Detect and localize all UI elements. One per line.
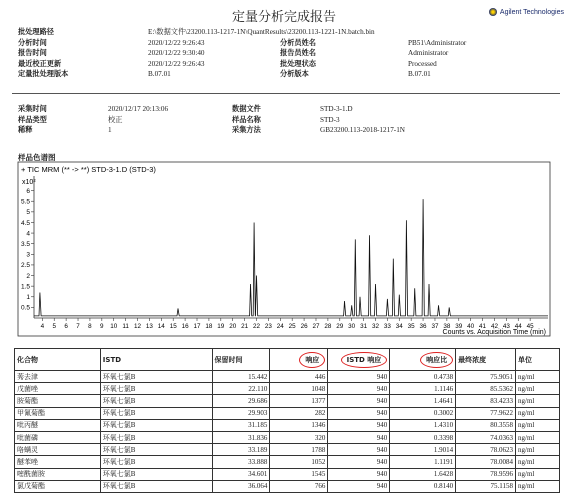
meta-value: B.07.01 — [408, 70, 431, 79]
table-cell: 83.4233 — [456, 395, 516, 407]
table-cell: 莠去津 — [15, 371, 101, 383]
meta-label: 采集方法 — [232, 125, 261, 135]
y-tick-label: 4 — [26, 230, 30, 238]
chart-title: + TIC MRM (** -> **) STD-3-1.D (STD-3) — [21, 165, 156, 174]
y-tick-label: 2 — [26, 272, 30, 280]
meta-label: 定量批处理版本 — [18, 69, 69, 79]
table-cell: 33.888 — [212, 456, 270, 468]
y-tick-label: 4.5 — [20, 219, 30, 227]
table-cell: 吡菌磷 — [15, 431, 101, 443]
batch-meta-labels-right — [280, 38, 400, 80]
table-row — [15, 383, 560, 395]
table-cell: 78.0084 — [456, 456, 516, 468]
table-cell: 1052 — [270, 456, 328, 468]
x-tick-label: 5 — [52, 323, 56, 330]
y-tick-label: 6 — [26, 187, 30, 195]
x-tick-label: 19 — [217, 323, 225, 330]
table-cell: ng/ml — [516, 419, 560, 431]
meta-value: E:\数据文件\23200.113-1217-1N\QuantResults\23200.113-1221-1N.batch.bin — [148, 28, 375, 36]
table-cell: 940 — [328, 383, 390, 395]
table-cell: 940 — [328, 395, 390, 407]
table-cell: 940 — [328, 480, 390, 492]
table-cell: 1.4641 — [390, 395, 456, 407]
x-tick-label: 8 — [88, 323, 92, 330]
x-tick-label: 25 — [288, 323, 296, 330]
meta-value: 1 — [108, 126, 112, 135]
meta-label: 样品类型 — [18, 114, 47, 124]
table-cell: 31.185 — [212, 419, 270, 431]
x-tick-label: 42 — [490, 323, 498, 330]
x-tick-label: 6 — [64, 323, 68, 330]
table-cell: ng/ml — [516, 383, 560, 395]
trace-group — [34, 199, 548, 316]
x-tick-label: 9 — [100, 323, 104, 330]
table-cell: 75.1158 — [456, 480, 516, 492]
table-cell: 1.1146 — [390, 383, 456, 395]
col-header — [270, 349, 328, 371]
meta-value: 2020/12/22 9:26:43 — [148, 59, 205, 68]
col-header-highlight: 响应 — [299, 352, 325, 368]
table-cell: ng/ml — [516, 480, 560, 492]
table-row — [15, 456, 560, 468]
sample-meta-labels-right — [232, 104, 312, 136]
brand-logo — [489, 8, 564, 16]
x-tick-label: 10 — [110, 323, 118, 330]
col-header: 保留时间 — [212, 349, 270, 371]
chart-frame — [18, 162, 550, 336]
table-cell: 0.3002 — [390, 407, 456, 419]
table-cell: 31.836 — [212, 431, 270, 443]
batch-meta-labels-left — [18, 27, 148, 80]
table-cell: 78.0623 — [456, 444, 516, 456]
table-cell: 80.3558 — [456, 419, 516, 431]
table-cell: 环氧七氯B — [100, 444, 212, 456]
table-cell: 940 — [328, 468, 390, 480]
x-tick-label: 35 — [407, 323, 415, 330]
table-cell: 0.3398 — [390, 431, 456, 443]
x-tick-label: 28 — [324, 323, 332, 330]
meta-label: 报告时间 — [18, 48, 47, 58]
table-cell: 1545 — [270, 468, 328, 480]
x-tick-label: 23 — [264, 323, 272, 330]
table-cell: 36.064 — [212, 480, 270, 492]
y-tick-label: 1 — [26, 294, 30, 302]
x-tick-label: 30 — [348, 323, 356, 330]
table-cell: 940 — [328, 431, 390, 443]
y-tick-label: 5 — [26, 209, 30, 217]
meta-value: PB51\Administrator — [408, 38, 467, 47]
x-tick-label: 16 — [181, 323, 189, 330]
x-tick-label: 41 — [479, 323, 487, 330]
meta-value: 校正 — [108, 115, 123, 124]
meta-value: GB23200.113-2018-1217-1N — [320, 126, 405, 135]
x-tick-label: 14 — [157, 323, 165, 330]
divider — [12, 93, 560, 94]
table-cell: 75.9051 — [456, 371, 516, 383]
table-cell: 氯戊菊酯 — [15, 480, 101, 492]
y-tick-label: 5.5 — [20, 198, 30, 206]
meta-value: Processed — [408, 59, 437, 68]
table-cell: 环氧七氯B — [100, 480, 212, 492]
table-cell: ng/ml — [516, 444, 560, 456]
table-cell: 74.0363 — [456, 431, 516, 443]
table-cell: 甲氰菊酯 — [15, 407, 101, 419]
table-row — [15, 407, 560, 419]
x-tick-label: 22 — [252, 323, 261, 330]
x-tick-label: 11 — [122, 323, 129, 330]
x-tick-label: 31 — [360, 323, 368, 330]
table-cell: 环氧七氯B — [100, 383, 212, 395]
table-cell: 282 — [270, 407, 328, 419]
table-cell: 940 — [328, 371, 390, 383]
meta-label: 数据文件 — [232, 104, 261, 113]
col-header: 化合物 — [15, 349, 101, 371]
x-tick-label: 27 — [312, 323, 320, 330]
x-tick-label: 4 — [40, 323, 45, 330]
table-cell: 1377 — [270, 395, 328, 407]
x-tick-label: 34 — [395, 323, 403, 330]
y-axis — [21, 176, 34, 318]
sample-meta-values-right — [320, 104, 520, 136]
sample-meta-labels-left — [18, 104, 108, 136]
table-cell: 77.9622 — [456, 407, 516, 419]
agilent-spark-icon — [489, 8, 497, 16]
meta-value: 2020/12/22 9:26:43 — [148, 38, 205, 47]
table-cell: 0.8140 — [390, 480, 456, 492]
x-tick-label: 32 — [371, 323, 379, 330]
batch-meta-values-right — [408, 38, 558, 80]
col-header: ISTD — [100, 349, 212, 371]
x-tick-label: 13 — [145, 323, 153, 330]
x-tick-label: 18 — [205, 323, 213, 330]
x-tick-label: 29 — [336, 323, 344, 330]
meta-value: STD-3 — [320, 115, 340, 124]
table-cell: 1788 — [270, 444, 328, 456]
table-cell: 1048 — [270, 383, 328, 395]
table-cell: ng/ml — [516, 395, 560, 407]
x-tick-label: 43 — [502, 323, 510, 330]
meta-label: 稀释 — [18, 125, 33, 135]
table-cell: 环氧七氯B — [100, 407, 212, 419]
x-tick-label: 21 — [241, 323, 249, 330]
y-tick-label: 3.5 — [20, 240, 30, 248]
table-cell: 34.601 — [212, 468, 270, 480]
y-tick-label: 3 — [26, 251, 30, 259]
x-tick-label: 17 — [193, 323, 201, 330]
y-tick-label: 2.5 — [20, 262, 30, 270]
x-tick-label: 45 — [526, 323, 534, 330]
table-cell: ng/ml — [516, 431, 560, 443]
chromatogram-chart — [8, 160, 560, 338]
table-header-row — [15, 349, 560, 371]
meta-label: 批处理状态 — [280, 58, 316, 68]
x-tick-label: 26 — [300, 323, 308, 330]
table-row — [15, 468, 560, 480]
table-row — [15, 431, 560, 443]
results-table — [14, 348, 560, 493]
table-cell: 环氧七氯B — [100, 395, 212, 407]
table-cell: 940 — [328, 407, 390, 419]
table-cell: 环氧七氯B — [100, 371, 212, 383]
table-row — [15, 371, 560, 383]
tic-trace — [34, 199, 548, 316]
table-cell: 醚苯唑 — [15, 456, 101, 468]
table-row — [15, 419, 560, 431]
y-multiplier: x10² — [22, 179, 36, 186]
table-cell: 胺菊酯 — [15, 395, 101, 407]
table-cell: 环氧七氯B — [100, 419, 212, 431]
y-tick-label: 1.5 — [20, 283, 30, 291]
table-cell: 咯螨灵 — [15, 444, 101, 456]
table-cell: 环氧七氯B — [100, 431, 212, 443]
x-tick-label: 39 — [455, 323, 463, 330]
meta-value: STD-3-1.D — [320, 105, 353, 113]
meta-label: 分析员姓名 — [280, 37, 316, 47]
meta-value: 2020/12/22 9:30:40 — [148, 49, 205, 58]
table-cell: 940 — [328, 444, 390, 456]
col-header-highlight: 响应比 — [420, 352, 453, 368]
table-cell: 1346 — [270, 419, 328, 431]
col-header: 单位 — [516, 349, 560, 371]
table-cell: 15.442 — [212, 371, 270, 383]
meta-value: 2020/12/17 20:13:06 — [108, 105, 169, 113]
table-row — [15, 480, 560, 492]
table-cell: ng/ml — [516, 456, 560, 468]
table-cell: 940 — [328, 456, 390, 468]
meta-label: 最近校正更新 — [18, 58, 62, 68]
x-tick-label: 40 — [467, 323, 475, 330]
table-cell: 940 — [328, 419, 390, 431]
chromatogram-label: 样品色谱图 — [18, 153, 56, 162]
table-cell: 446 — [270, 371, 328, 383]
table-cell: 320 — [270, 431, 328, 443]
meta-label: 采集时间 — [18, 104, 47, 113]
meta-label: 分析版本 — [280, 69, 309, 79]
x-tick-label: 7 — [76, 323, 80, 330]
col-header: 最终浓度 — [456, 349, 516, 371]
x-axis-label: Counts vs. Acquisition Time (min) — [442, 329, 546, 336]
table-cell: 1.4310 — [390, 419, 456, 431]
table-cell: 29.903 — [212, 407, 270, 419]
x-tick-label: 33 — [383, 323, 391, 330]
x-tick-label: 12 — [134, 323, 142, 330]
table-cell: 0.4738 — [390, 371, 456, 383]
sample-meta-values-left — [108, 104, 228, 136]
brand-name: Agilent Technologies — [499, 8, 564, 16]
table-cell: 戊菌唑 — [15, 383, 101, 395]
table-row — [15, 444, 560, 456]
meta-label: 报告员姓名 — [280, 48, 316, 58]
x-tick-label: 15 — [169, 323, 177, 330]
table-cell: 吡丙醚 — [15, 419, 101, 431]
x-tick-label: 44 — [514, 323, 522, 330]
table-cell: 嘧酰菌胺 — [15, 468, 101, 480]
table-cell: 1.9014 — [390, 444, 456, 456]
meta-label: 分析时间 — [18, 37, 47, 47]
x-tick-label: 24 — [276, 323, 284, 330]
table-cell: 85.5362 — [456, 383, 516, 395]
x-tick-label: 20 — [229, 323, 237, 330]
table-cell: 78.9596 — [456, 468, 516, 480]
table-cell: ng/ml — [516, 407, 560, 419]
col-header — [328, 349, 390, 371]
table-cell: 1.6428 — [390, 468, 456, 480]
table-cell: ng/ml — [516, 468, 560, 480]
table-row — [15, 395, 560, 407]
report-title: 定量分析完成报告 — [231, 10, 336, 25]
meta-label: 批处理路径 — [18, 27, 54, 36]
col-header-highlight: ISTD 响应 — [341, 352, 388, 368]
meta-label: 样品名称 — [232, 114, 261, 124]
x-tick-label: 36 — [419, 323, 427, 330]
table-cell: ng/ml — [516, 371, 560, 383]
y-tick-label: 0.5 — [20, 304, 30, 312]
col-header — [390, 349, 456, 371]
x-tick-label: 38 — [443, 323, 451, 330]
meta-value: Administrator — [408, 49, 449, 58]
table-cell: 766 — [270, 480, 328, 492]
table-cell: 1.1191 — [390, 456, 456, 468]
table-cell: 33.189 — [212, 444, 270, 456]
table-cell: 22.110 — [212, 383, 270, 395]
table-cell: 环氧七氯B — [100, 456, 212, 468]
table-cell: 环氧七氯B — [100, 468, 212, 480]
table-cell: 29.686 — [212, 395, 270, 407]
x-tick-label: 37 — [431, 323, 439, 330]
meta-value: B.07.01 — [148, 70, 171, 79]
